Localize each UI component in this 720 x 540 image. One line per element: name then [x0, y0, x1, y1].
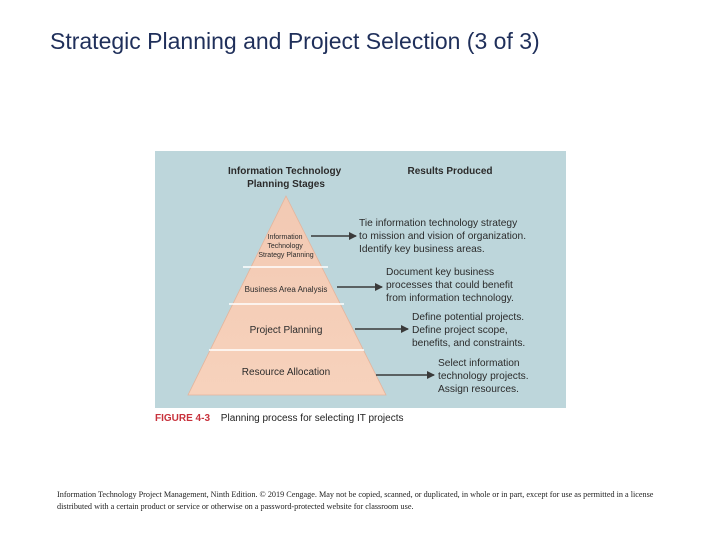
figure-number: FIGURE 4-3: [155, 413, 211, 424]
planning-pyramid-diagram: [155, 151, 566, 408]
result-text-business-analysis: Document key business processes that could benefit from information technology.: [386, 267, 514, 304]
slide-title: Strategic Planning and Project Selection (3 of 3): [50, 28, 540, 54]
pyramid-shape: [188, 196, 386, 395]
stage-label-it-strategy-planning: Information Technology Strategy Planning: [258, 234, 314, 259]
stage-label-business-area-analysis: Business Area Analysis: [244, 285, 328, 294]
result-text-resource-allocation: Select information technology projects. Assign resources.: [438, 358, 529, 395]
figure-caption: [155, 413, 403, 424]
header-planning-stages: Information Technology Planning Stages: [228, 166, 342, 190]
copyright-footer: Information Technology Project Management, Ninth Edition. © 2019 Cengage. May not be copied, scanned, or duplicated, in whole or in part, except for use as permitted in a license distributed with a certain product or service or otherwise on a password-protected website for classroom use.: [57, 490, 654, 511]
header-results-produced: Results Produced: [407, 166, 493, 177]
stage-label-resource-allocation: Resource Allocation: [241, 367, 331, 378]
result-text-strategy: Tie information technology strategy to mission and vision of organization. Identify key business areas.: [359, 218, 527, 255]
result-text-project-planning: Define potential projects. Define project scope, benefits, and constraints.: [412, 312, 526, 349]
stage-label-project-planning: Project Planning: [249, 325, 323, 336]
figure-caption-text: Planning process for selecting IT projects: [220, 413, 404, 424]
